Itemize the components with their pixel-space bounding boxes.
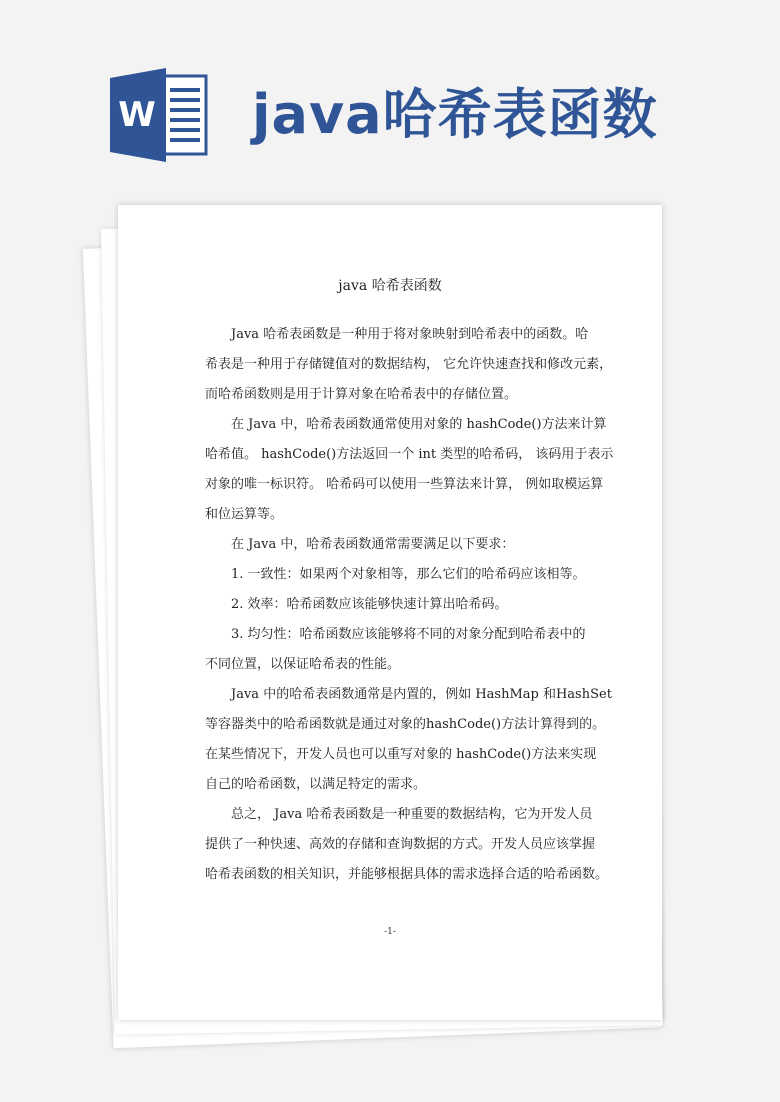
document-line: 而哈希函数则是用于计算对象在哈希表中的存储位置。 [205, 387, 518, 402]
document-title: java 哈希表函数 [338, 278, 442, 294]
document-line: 对象的唯一标识符。 哈希码可以使用一些算法来计算， 例如取模运算 [205, 477, 604, 492]
svg-text:W: W [118, 95, 156, 135]
document-line: 3. 均匀性：哈希函数应该能够将不同的对象分配到哈希表中的 [231, 627, 586, 642]
document-line: 2. 效率：哈希函数应该能够快速计算出哈希码。 [231, 597, 508, 612]
document-line: 哈希表函数的相关知识，并能够根据具体的需求选择合适的哈希函数。 [205, 867, 609, 882]
document-line: 不同位置，以保证哈希表的性能。 [205, 657, 401, 672]
document-line: 等容器类中的哈希函数就是通过对象的hashCode()方法计算得到的。 [205, 717, 606, 732]
document-line: 在 Java 中，哈希表函数通常需要满足以下要求： [231, 537, 515, 552]
document-page [118, 205, 662, 1020]
word-document-icon [110, 68, 208, 162]
document-line: 自己的哈希函数，以满足特定的需求。 [205, 777, 427, 792]
document-line: 1. 一致性：如果两个对象相等，那么它们的哈希码应该相等。 [231, 567, 586, 582]
document-line: Java 哈希表函数是一种用于将对象映射到哈希表中的函数。哈 [231, 327, 589, 342]
document-line: 在某些情况下，开发人员也可以重写对象的 hashCode()方法来实现 [205, 747, 597, 762]
page-number: -1- [384, 927, 396, 937]
document-line: 提供了一种快速、高效的存储和查询数据的方式。开发人员应该掌握 [205, 837, 596, 852]
document-line: 希表是一种用于存储键值对的数据结构， 它允许快速查找和修改元素， [205, 357, 613, 372]
document-line: Java 中的哈希表函数通常是内置的，例如 HashMap 和HashSet [231, 687, 612, 702]
document-line: 哈希值。 hashCode()方法返回一个 int 类型的哈希码， 该码用于表示 [205, 447, 614, 462]
hero-title: java哈希表函数 [252, 83, 658, 146]
document-body [205, 320, 614, 890]
document-line: 和位运算等。 [205, 507, 284, 522]
document-line: 在 Java 中，哈希表函数通常使用对象的 hashCode()方法来计算 [231, 417, 607, 432]
document-line: 总之， Java 哈希表函数是一种重要的数据结构，它为开发人员 [231, 807, 593, 822]
